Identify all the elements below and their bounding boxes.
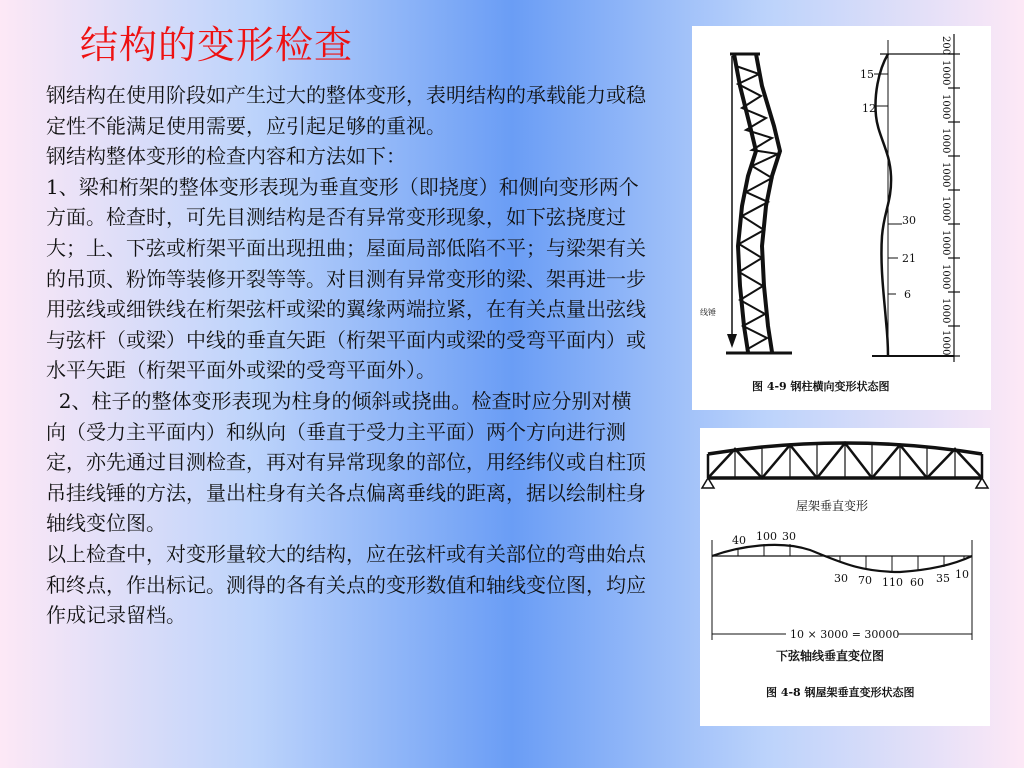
paragraph-intro: 钢结构在使用阶段如产生过大的整体变形，表明结构的承载能力或稳定性不能满足使用需要，应引起足够的重视。 <box>46 83 646 138</box>
upper-value-40: 40 <box>732 534 746 547</box>
dim-label: 1000 <box>940 264 951 290</box>
offset-label-21: 21 <box>902 252 916 265</box>
column-deformation-figure <box>692 26 991 410</box>
dim-label: 1000 <box>940 330 951 356</box>
dimension-labels <box>940 36 951 355</box>
dim-label: 1000 <box>940 94 951 120</box>
column-figure-caption: 图 4-9 钢柱横向变形状态图 <box>752 380 890 393</box>
lower-value-110: 110 <box>882 576 903 589</box>
truss-upper-label: 屋架垂直变形 <box>796 499 869 513</box>
dim-label: 1000 <box>940 128 951 154</box>
dim-label-top: 200 <box>940 36 951 56</box>
truss-deformation-drawing <box>700 428 990 726</box>
paragraph-records: 以上检查中，对变形量较大的结构，应在弦杆或有关部位的弯曲始点和终点，作出标记。测得的各有关点的变形数值和轴线变位图，均应作成记录留档。 <box>46 541 646 628</box>
dim-label: 1000 <box>940 230 951 256</box>
deflection-curve <box>712 545 972 572</box>
lower-value-35: 35 <box>936 572 950 585</box>
column-axis-curve <box>876 54 892 356</box>
truss-figure-caption: 图 4-8 钢屋架垂直变形状态图 <box>766 686 915 699</box>
paragraph-methods-heading: 钢结构整体变形的检查内容和方法如下： <box>46 144 406 169</box>
paragraph-beam-truss: 1、梁和桁架的整体变形表现为垂直变形（即挠度）和侧向变形两个方面。检查时，可先目测结构是否有异常变形现象，如下弦挠度过大；上、下弦或桁架平面出现扭曲；屋面局部低陷不平；与梁架有关的吊顶、粉饰等装修开裂等等。对目测有异常变形的梁、架再进一步用弦线或细铁线在桁架弦杆或梁的翼缘两端拉紧，在有关点量出弦线与弦杆（或梁）中线的垂直矢距（桁架平面内或梁的受弯平面内）或水平矢距（桁架平面外或梁的受弯平面外）。 <box>46 174 646 383</box>
lower-value-10: 10 <box>955 568 969 581</box>
truss-lower-label: 下弦轴线垂直变位图 <box>776 649 885 663</box>
body-text <box>46 80 646 631</box>
span-label: 10 × 3000 = 30000 <box>790 628 900 641</box>
slide-title: 结构的变形检查 <box>80 23 354 67</box>
dim-label: 1000 <box>940 162 951 188</box>
upper-value-30: 30 <box>782 530 796 543</box>
offset-label-30: 30 <box>902 214 916 227</box>
lower-value-70: 70 <box>858 574 872 587</box>
truss-deformation-figure <box>700 428 990 726</box>
offset-label-12: 12 <box>862 102 876 115</box>
lower-value-30: 30 <box>834 572 848 585</box>
paragraph-column: 2、柱子的整体变形表现为柱身的倾斜或挠曲。检查时应分别对横向（受力主平面内）和纵向（垂直于受力主平面）两个方向进行测定，亦先通过目测检查，再对有异常现象的部位，用经纬仪或自柱顶吊挂线锤的方法，量出柱身有关各点偏离垂线的距离，据以绘制柱身轴线变位图。 <box>46 388 646 536</box>
dim-label: 1000 <box>940 298 951 324</box>
column-deformation-drawing <box>692 26 991 410</box>
dim-label: 1000 <box>940 196 951 222</box>
offset-label-15: 15 <box>860 68 874 81</box>
plumb-bob <box>727 334 737 348</box>
lower-value-60: 60 <box>910 576 924 589</box>
upper-value-100: 100 <box>756 530 777 543</box>
offset-label-6: 6 <box>904 288 911 301</box>
dim-label: 1000 <box>940 60 951 86</box>
plumb-label: 线锤 <box>700 308 716 317</box>
